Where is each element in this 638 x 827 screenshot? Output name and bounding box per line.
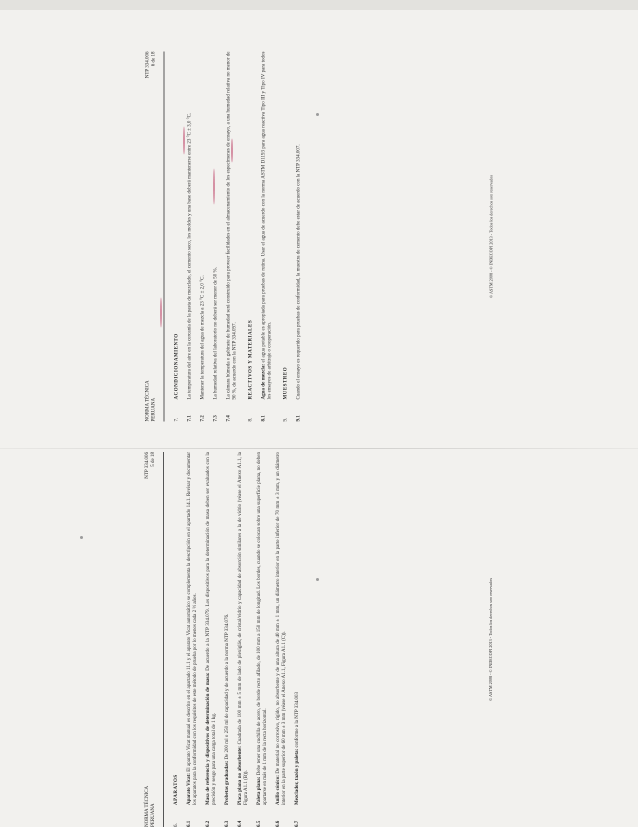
clause-text: La temperatura del aire en la cercanía de la pasta de mezclado, el cemento seco, los moldes y una base deberá mantenerse entre 23 °C ± 3,0 °C.: [187, 112, 193, 400]
section-heading: [175, 52, 181, 422]
clause-body: conforme a la NTP 334.003: [295, 692, 300, 749]
clause: [188, 52, 194, 422]
clause: [206, 452, 218, 827]
scan-speck: [80, 536, 83, 539]
clause-text: [276, 452, 288, 805]
clause-text: La cámara húmeda o gabinete de humedad será construido para proveer facilidades en el almacenamiento de los especímenes de ensayo, a una humedad relativa no menor de 90 %, de acuerdo con la NTP 334.097.: [226, 51, 238, 400]
section-title: REACTIVOS Y MATERIALES: [248, 319, 254, 400]
page-fold-line: [0, 448, 638, 449]
section-number: 8.: [248, 417, 254, 422]
clause-lead: Agua de mezcla:: [261, 363, 267, 400]
clause: [297, 52, 303, 422]
header-right: [145, 452, 157, 479]
country-label: PERUANA: [151, 397, 157, 422]
clause-number: 6.1: [187, 820, 192, 827]
clause-number: 7.4: [226, 415, 232, 422]
clause: [262, 52, 274, 422]
clause: [225, 452, 231, 827]
clause: [187, 452, 199, 827]
country-label: PERUANA: [151, 803, 156, 827]
clause-lead: Aparato Vicat:: [187, 773, 192, 805]
clause-text: [257, 452, 269, 805]
clause-text: [206, 452, 218, 805]
clause: [257, 452, 269, 827]
clause-body: el agua potable es apropiada para pruebas de rutina. Usar el agua de acuerdo con la norma ASTM D1193 para agua reactiva Tipo III y Tipo IV para todos los ensayos de arbitraje o cooperación.: [261, 51, 273, 400]
clause-lead: Probetas graduadas:: [225, 760, 230, 805]
norm-label: NORMA TÉCNICA: [145, 380, 151, 422]
clause-number: 7.1: [187, 415, 193, 422]
clause-text: [238, 452, 250, 805]
clause: [227, 52, 239, 422]
clause: [214, 52, 220, 422]
section-number: 7.: [174, 417, 180, 422]
section-title: MUESTREO: [283, 366, 289, 400]
clause-lead: Anillo cónico:: [276, 775, 281, 805]
clause-body: De 200 ml o 250 ml de capacidad y de acuerdo a la norma NTP 334.076.: [225, 613, 230, 761]
section-title: APARATOS: [174, 774, 179, 805]
copyright-footer: © ASTM 2008 - © INDECOPI 2013 - Todos los derechos son reservados: [488, 578, 493, 701]
clause-text: [295, 452, 301, 805]
clause-body: De acuerdo a la NTP 334.079. Los dispositivos para la determinación de masa deben ser evaluados con la precisión y sesgo para una carga total de 1 kg.: [206, 452, 217, 805]
page-header: [142, 52, 165, 422]
section-number: 6.: [174, 823, 179, 827]
clause-number: 6.5: [257, 820, 262, 827]
clause-number: 8.1: [261, 415, 267, 422]
clause-text: [262, 52, 274, 400]
section-heading: [284, 52, 290, 422]
clause: [295, 452, 301, 827]
page-header: [141, 452, 164, 827]
norm-code: NTP 334.006: [145, 452, 150, 479]
clause-number: 9.1: [296, 415, 302, 422]
pen-underline-mark: [232, 139, 233, 163]
norm-label: NORMA TÉCNICA: [145, 785, 150, 827]
section-title: ACONDICIONAMIENTO: [174, 333, 180, 400]
document-page-6: [142, 52, 497, 422]
section-heading: [249, 52, 255, 422]
clause-number: 6.3: [225, 820, 230, 827]
page-number: 5 de 18: [151, 452, 156, 467]
clause: [276, 452, 288, 827]
clause-text: [225, 452, 231, 805]
section-heading: [174, 452, 180, 827]
clause-lead: Placa plana no absorbente:: [238, 746, 243, 805]
header-left: [145, 786, 157, 827]
clause-number: 6.7: [295, 820, 300, 827]
norm-code: NTP 334.006: [145, 51, 151, 79]
clause-text: [187, 452, 199, 805]
pen-underline-mark: [161, 298, 162, 328]
scan-speck: [316, 578, 319, 581]
document-page-5: [141, 452, 496, 827]
clause-lead: Paleta plana:: [257, 776, 262, 805]
clause-number: 6.6: [276, 820, 281, 827]
header-left: [146, 380, 158, 421]
section-number: 9.: [283, 417, 289, 422]
scan-speck: [316, 113, 319, 116]
header-right: [146, 52, 158, 79]
scan-top-edge: [0, 0, 638, 10]
pen-underline-mark: [184, 127, 185, 155]
clause: [238, 452, 250, 827]
clause-body: Cuadrada de 100 mm ± 5 mm de lado de plexiglás, de cristal/vidrio y capacidad de absorción similares a la de vidrio (véase el Anexo A1.1, la Figura A1.1 (B)).: [238, 452, 249, 805]
clause: [201, 52, 207, 422]
clause-text: Mantener la temperatura del agua de mezcla a 23 °C ± 2,0 °C.: [200, 275, 206, 400]
clause-number: 6.4: [238, 820, 243, 827]
copyright-footer: © ASTM 2008 - © INDECOPI 2013 - Todos los derechos son reservados: [488, 175, 494, 298]
clause-body: El aparato Vicat manual es descrito en el apartado 11.1 y el aparato Vicat automático se complementa la descripción en el apartado 14.1. Revisar y documentar los aparatos para la conformidad con los requisitos de este método de prueba por lo menos cada 2 ½ años.: [187, 452, 198, 805]
clause-number: 6.2: [206, 820, 211, 827]
clause-number: 7.2: [200, 415, 206, 422]
clause-lead: Masa de referencia y dispositivos de determinación de masa:: [206, 672, 211, 805]
page-number: 6 de 18: [151, 51, 157, 67]
clause-number: 7.3: [213, 415, 219, 422]
clause-lead: Mezclador, tazón y paleta:: [295, 748, 300, 805]
clause-body: Debe tener una cuchilla de acero, de borde recto afilado, de 100 mm a 150 mm de longitud. Los bordes, cuando se colocan sobre una superficie plana, no deben apartarse en más de 1 mm de la recta horizontal.: [257, 452, 268, 805]
pen-underline-mark: [214, 169, 215, 205]
clause-body: De material no corrosivo, rígido, no absorbente y de una altura de 40 mm ± 1 mm, un diámetro interior en la parte inferior de 70 mm ± 3 mm, y un diámetro interior en la parte superior de 60 mm ± 3 mm (véase el Anexo A1.1, Figura A1.1 (C)).: [276, 452, 287, 805]
clause-text: La humedad relativa del laboratorio no deberá ser menor de 50 %.: [213, 267, 219, 400]
clause-text: Cuando el ensayo es requerido para pruebas de conformidad, la muestra de cemento debe estar de acuerdo con la NTP 334.007.: [296, 144, 302, 400]
